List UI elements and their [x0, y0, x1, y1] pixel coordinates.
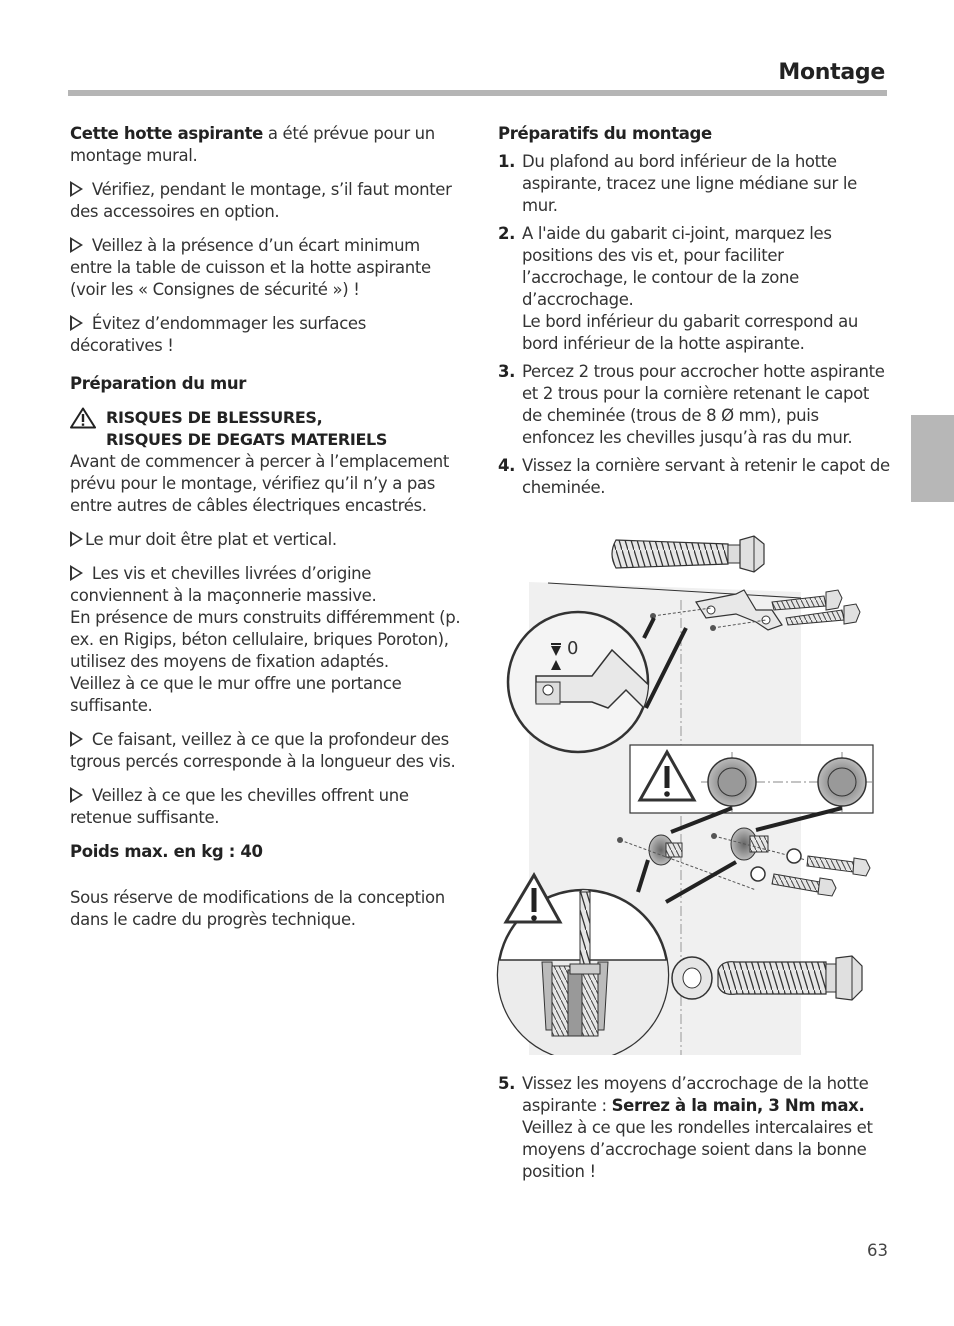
wall-heading: Préparation du mur — [70, 374, 247, 393]
bullet-item — [70, 729, 462, 773]
list-item — [498, 223, 890, 355]
warning-text: Avant de commencer à percer à l’emplacement prévu pour le montage, vérifiez qu’il n’y a pas entre autres de câbles électriques encastrés. — [70, 452, 449, 515]
step-5 — [498, 1073, 890, 1183]
step-text-bold: Serrez à la main, 3 Nm max. — [611, 1096, 865, 1115]
zero-label: 0 — [567, 638, 579, 659]
warning-triangle-icon — [70, 407, 96, 429]
triangle-bullet-icon — [70, 787, 83, 803]
screw-top-icon — [612, 536, 764, 572]
mounting-illustration — [496, 530, 886, 1055]
list-item — [498, 455, 890, 499]
bullet-item — [70, 563, 462, 717]
step-number: 5. — [498, 1074, 516, 1093]
triangle-bullet-icon — [70, 565, 83, 581]
steps-list — [498, 151, 890, 499]
step-text-part: Le bord inférieur du gabarit correspond au bord inférieur de la hotte aspirante. — [522, 312, 858, 353]
bullet-item — [70, 529, 462, 551]
bullet-text: Vérifiez, pendant le montage, s’il faut monter des accessoires en option. — [70, 180, 452, 221]
warning-line-1: RISQUES DE BLESSURES, — [106, 408, 323, 427]
step-text: Du plafond au bord inférieur de la hotte aspirante, tracez une ligne médiane sur le mur. — [522, 152, 857, 215]
triangle-bullet-icon — [70, 315, 83, 331]
screw-small-icon — [807, 856, 870, 876]
step-text — [522, 1073, 890, 1183]
step-number: 4. — [498, 456, 516, 475]
intro-bold: Cette hotte aspirante — [70, 124, 263, 143]
washer-icon — [787, 849, 801, 863]
step-number: 1. — [498, 152, 516, 171]
step-text-part: Vissez les moyens d’accrochage de la hotte aspirante : — [522, 1074, 869, 1115]
bullet-item — [70, 313, 462, 357]
bullet-text: En présence de murs construits différemment (p. ex. en Rigips, béton cellulaire, briques Poroton), utilisez des moyens de fixation adaptés. — [70, 608, 461, 671]
bullet-item — [70, 235, 462, 301]
warning-line-2: RISQUES DE DEGATS MATERIELS — [106, 430, 388, 449]
bullet-text: Le mur doit être plat et vertical. — [85, 530, 337, 549]
bullet-text: Ce faisant, veillez à ce que la profondeur des tgrous percés corresponde à la longueur des vis. — [70, 730, 456, 771]
step-text: Vissez la cornière servant à retenir le capot de cheminée. — [522, 456, 890, 497]
disclaimer: Sous réserve de modifications de la conception dans le cadre du progrès technique. — [70, 888, 445, 929]
step-number: 2. — [498, 224, 516, 243]
bullet-text: Veillez à la présence d’un écart minimum entre la table de cuisson et la hotte aspirante (voir les « Consignes de sécurité ») ! — [70, 236, 431, 299]
detail-box-warning — [630, 745, 873, 813]
bullet-item — [70, 179, 462, 223]
triangle-bullet-icon — [70, 237, 83, 253]
weight-heading: Poids max. en kg : 40 — [70, 842, 263, 861]
side-tab — [911, 415, 954, 502]
preparation-heading: Préparatifs du montage — [498, 124, 712, 143]
step-text-part: Veillez à ce que les rondelles intercalaires et moyens d’accrochage soient dans la bonne position ! — [522, 1118, 873, 1181]
warning-header — [70, 407, 462, 451]
bullet-item — [70, 785, 462, 829]
list-item — [498, 1073, 890, 1183]
page-title: Montage — [778, 60, 885, 85]
title-rule — [68, 90, 887, 96]
list-item — [498, 361, 890, 449]
page-number: 63 — [867, 1241, 888, 1260]
triangle-bullet-icon — [70, 531, 83, 547]
screw-bottom-icon — [718, 956, 862, 1000]
left-column — [70, 123, 462, 943]
bullet-text: Évitez d’endommager les surfaces décoratives ! — [70, 314, 366, 355]
warning-title — [106, 407, 387, 451]
washer-large-icon — [672, 957, 712, 999]
triangle-bullet-icon — [70, 181, 83, 197]
right-column — [498, 123, 890, 505]
list-item — [498, 151, 890, 217]
step-text-part: A l'aide du gabarit ci-joint, marquez les positions des vis et, pour faciliter l’accrochage, le contour de la zone d’accrochage. — [522, 224, 832, 309]
step-text: Percez 2 trous pour accrocher hotte aspirante et 2 trous pour la cornière retenant le capot de cheminée (trous de 8 Ø mm), puis enfoncez les chevilles jusqu’à ras du mur. — [522, 362, 885, 447]
bullet-text: Veillez à ce que le mur offre une portance suffisante. — [70, 674, 402, 715]
step-text — [522, 223, 890, 355]
step-number: 3. — [498, 362, 516, 381]
intro-paragraph — [70, 123, 462, 167]
bullet-text: Les vis et chevilles livrées d’origine conviennent à la maçonnerie massive. — [70, 564, 377, 605]
triangle-bullet-icon — [70, 731, 83, 747]
intro-rest: a été prévue pour un montage mural. — [70, 124, 435, 165]
washer-icon — [751, 867, 765, 881]
bullet-text: Veillez à ce que les chevilles offrent une retenue suffisante. — [70, 786, 409, 827]
